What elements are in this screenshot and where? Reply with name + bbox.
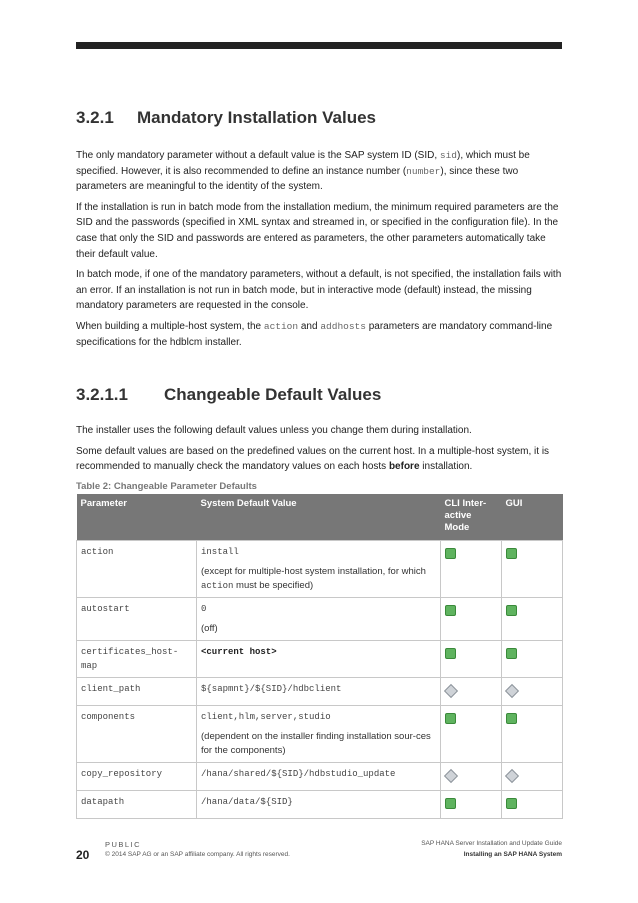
param-default: /hana/shared/${SID}/hdbstudio_update bbox=[197, 762, 441, 790]
header-cli: CLI Inter- active Mode bbox=[441, 494, 502, 541]
parameter-table bbox=[76, 494, 563, 819]
emphasis: before bbox=[388, 461, 420, 473]
table-row bbox=[77, 597, 563, 640]
param-name: certificates_host- map bbox=[77, 640, 197, 677]
param-default: client,hlm,server,studio (dependent on the installer finding installation sour-ces for the components) bbox=[197, 705, 441, 762]
subsection-number: 3.2.1.1 bbox=[76, 385, 128, 405]
green-check-icon bbox=[506, 798, 517, 809]
table-row bbox=[77, 640, 563, 677]
inline-code: number bbox=[406, 165, 441, 177]
param-default: install (except for multiple-host system installation, for which action must be specified) bbox=[197, 540, 441, 597]
paragraph-5: The installer uses the following default values unless you change them during installation. bbox=[76, 425, 472, 437]
green-check-icon bbox=[506, 605, 517, 616]
paragraph-1: The only mandatory parameter without a default value is the SAP system ID (SID, sid), which must be specified. However, it is also recommended to define an instance number (number), since these two parameters are meaningful to the identity of the system. bbox=[76, 150, 530, 193]
header-rule bbox=[76, 42, 562, 49]
inline-code: sid bbox=[439, 150, 457, 161]
paragraph-3: In batch mode, if one of the mandatory parameters, without a default, is not specified, the installation fails with an error. If an installation is not run in batch mode, but in interactive mode (default) instead, the missing mandatory parameters are requested in the console. bbox=[76, 269, 562, 312]
chapter-title: Installing an SAP HANA System bbox=[463, 851, 562, 858]
table-header-row bbox=[77, 494, 563, 541]
classification-label: PUBLIC bbox=[105, 840, 142, 849]
param-name: autostart bbox=[77, 597, 197, 640]
section-heading bbox=[76, 108, 562, 128]
gray-diamond-icon bbox=[505, 684, 519, 698]
table-row bbox=[77, 705, 563, 762]
green-check-icon bbox=[445, 713, 456, 724]
section-title: Mandatory Installation Values bbox=[137, 108, 377, 127]
header-parameter: Parameter bbox=[77, 494, 197, 541]
param-default: /hana/data/${SID} bbox=[197, 790, 441, 818]
subsection-title: Changeable Default Values bbox=[164, 385, 382, 405]
param-name: components bbox=[77, 705, 197, 762]
page-footer bbox=[0, 840, 638, 870]
subsection-heading bbox=[76, 385, 562, 405]
param-default: 0 (off) bbox=[197, 597, 441, 640]
table-row bbox=[77, 540, 563, 597]
paragraph-2: If the installation is run in batch mode from the installation medium, the minimum required parameters are the SID and the passwords (specified in XML syntax and streamed in, or specified in the configuration file). In the case that only the SID and passwords are entered as parameters, the other parameters automatically take their default value. bbox=[76, 201, 559, 260]
gray-diamond-icon bbox=[444, 684, 458, 698]
param-default: <current host> bbox=[197, 640, 441, 677]
page-content bbox=[76, 108, 562, 819]
green-check-icon bbox=[506, 713, 517, 724]
guide-title: SAP HANA Server Installation and Update Guide bbox=[421, 840, 562, 847]
table-caption: Table 2: Changeable Parameter Defaults bbox=[76, 480, 257, 492]
gray-diamond-icon bbox=[505, 769, 519, 783]
green-check-icon bbox=[445, 605, 456, 616]
green-check-icon bbox=[445, 648, 456, 659]
table-row bbox=[77, 790, 563, 818]
page-number: 20 bbox=[76, 848, 90, 862]
param-name: datapath bbox=[77, 790, 197, 818]
section-number: 3.2.1 bbox=[76, 108, 114, 127]
table-row bbox=[77, 677, 563, 705]
green-check-icon bbox=[506, 648, 517, 659]
green-check-icon bbox=[445, 798, 456, 809]
paragraph-6: Some default values are based on the predefined values on the current host. In a multiple-host system, it is recommended to manually check the mandatory values on each hosts before installation. bbox=[76, 445, 550, 473]
paragraph-4: When building a multiple-host system, the action and addhosts parameters are mandatory command-line specifications for the hdblcm installer. bbox=[76, 320, 553, 348]
inline-code: addhosts bbox=[320, 320, 366, 332]
header-default-value: System Default Value bbox=[197, 494, 441, 541]
header-gui: GUI bbox=[502, 494, 563, 541]
gray-diamond-icon bbox=[444, 769, 458, 783]
inline-code: action bbox=[263, 320, 299, 332]
param-name: action bbox=[77, 540, 197, 597]
table-row bbox=[77, 762, 563, 790]
param-name: copy_repository bbox=[77, 762, 197, 790]
param-default: ${sapmnt}/${SID}/hdbclient bbox=[197, 677, 441, 705]
copyright-notice: © 2014 SAP AG or an SAP affiliate company. All rights reserved. bbox=[105, 851, 290, 858]
green-check-icon bbox=[445, 548, 456, 559]
param-name: client_path bbox=[77, 677, 197, 705]
green-check-icon bbox=[506, 548, 517, 559]
